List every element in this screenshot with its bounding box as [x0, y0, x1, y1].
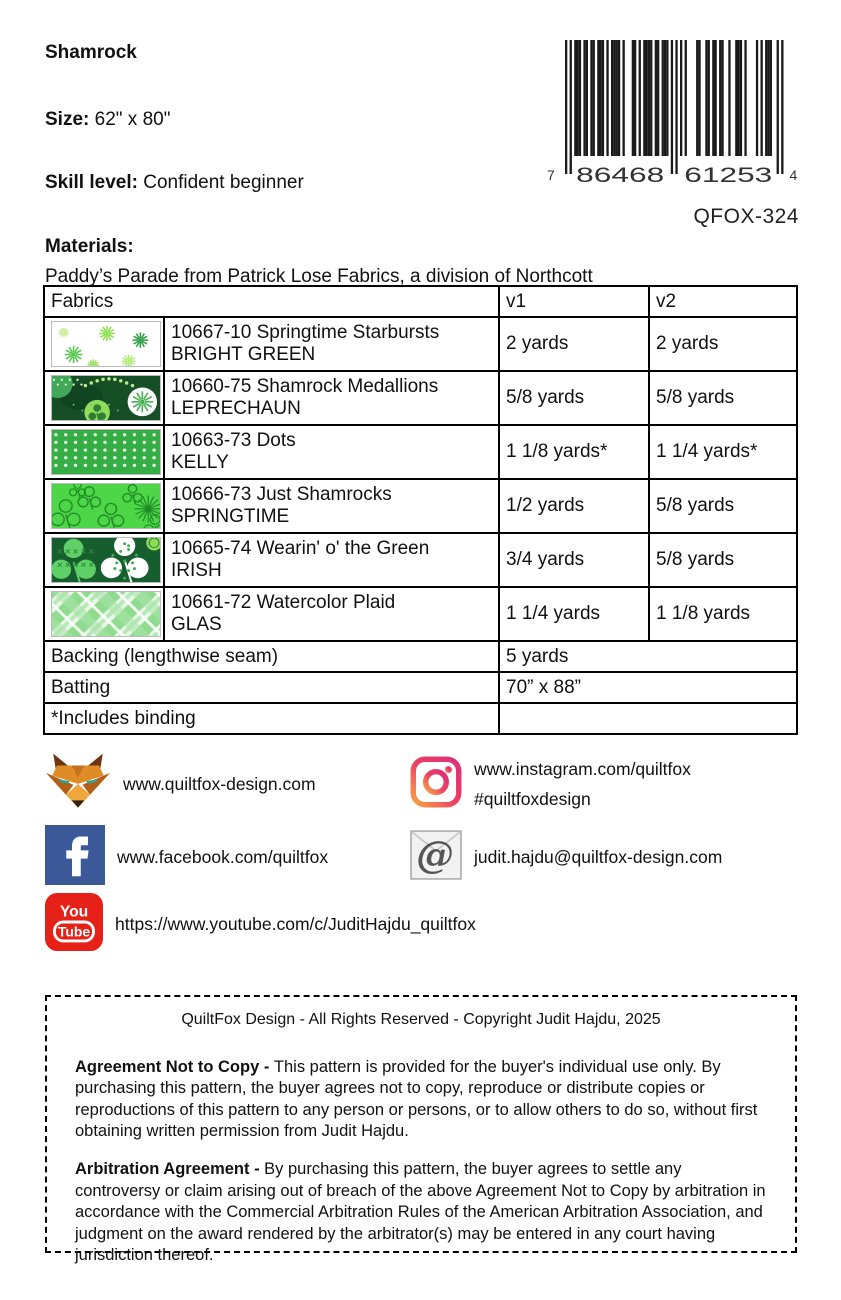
fabric-colorway: SPRINGTIME	[171, 506, 290, 527]
fabric-row	[44, 533, 797, 587]
fabric-swatch-watercolor-plaid	[51, 591, 161, 637]
fabric-swatch-wearin-o-the-green	[51, 537, 161, 583]
arbitration-body: By purchasing this pattern, the buyer agrees to settle any controversy or claim arising out of breach of the above Agreement Not to Copy by arbitration in accordance with the Commercial Arbitration Rules of the American Arbitration Association, and judgment on the award rendered by the arbitrator(s) may be entered in any court having jurisdiction thereof.	[75, 1160, 766, 1264]
email-address[interactable]: judit.hajdu@quiltfox-design.com	[474, 846, 723, 867]
skill-label: Skill level:	[45, 171, 138, 193]
fabric-v2-yardage: 5/8 yards	[649, 371, 797, 425]
fabric-code-name: 10666-73 Just Shamrocks	[171, 484, 392, 506]
fabric-swatch-shamrock-medallions	[51, 375, 161, 421]
fabric-swatch-springtime-starbursts	[51, 321, 161, 367]
fabric-colorway: GLAS	[171, 614, 222, 635]
svg-text:61253: 61253	[683, 164, 772, 187]
table-footer-row	[44, 672, 797, 703]
fabric-row	[44, 371, 797, 425]
column-header-fabrics: Fabrics	[44, 286, 499, 317]
email-link-row	[410, 830, 722, 885]
youtube-url[interactable]: https://www.youtube.com/c/JuditHajdu_quiltfox	[115, 913, 476, 934]
youtube-link-row	[45, 893, 476, 956]
fabric-v2-yardage: 5/8 yards	[649, 479, 797, 533]
fabric-v1-yardage: 1/2 yards	[499, 479, 649, 533]
fabric-v1-yardage: 3/4 yards	[499, 533, 649, 587]
fabric-code-name: 10660-75 Shamrock Medallions	[171, 376, 439, 398]
fabric-v1-yardage: 1 1/4 yards	[499, 587, 649, 641]
arbitration-agreement	[75, 1159, 767, 1266]
fabric-v1-yardage: 5/8 yards	[499, 371, 649, 425]
fabric-swatch-dots	[51, 429, 161, 475]
pattern-title: Shamrock	[45, 42, 137, 63]
barcode-block	[545, 40, 800, 229]
fabric-v2-yardage: 5/8 yards	[649, 533, 797, 587]
fabric-v2-yardage: 1 1/4 yards*	[649, 425, 797, 479]
fabric-code-name: 10665-74 Wearin' o' the Green	[171, 538, 430, 560]
size-label: Size:	[45, 108, 90, 130]
skill-value: Confident beginner	[143, 171, 304, 193]
column-header-v2: v2	[649, 286, 797, 317]
fabric-code-name: 10667-10 Springtime Starbursts	[171, 322, 440, 344]
agreement-body: This pattern is provided for the buyer's individual use only. By purchasing this pattern, the buyer agrees not to copy, reproduce or distribute copies or reproductions of this pattern to any person or persons, or to allow others to do so, without first obtaining written permission from Judit Hajdu.	[75, 1058, 758, 1141]
fabric-v1-yardage: 1 1/8 yards*	[499, 425, 649, 479]
column-header-v1: v1	[499, 286, 649, 317]
facebook-url[interactable]: www.facebook.com/quiltfox	[117, 846, 329, 867]
fabric-code-name: 10663-73 Dots	[171, 430, 296, 452]
svg-text:Tube: Tube	[57, 923, 91, 939]
table-footer-row	[44, 703, 797, 734]
fabric-row	[44, 479, 797, 533]
footer-value	[499, 703, 797, 734]
footer-value: 5 yards	[499, 641, 797, 672]
instagram-link-row	[410, 756, 691, 813]
header-section	[0, 0, 841, 288]
facebook-icon	[45, 825, 105, 890]
youtube-icon	[45, 893, 103, 956]
contact-links-section	[45, 749, 800, 955]
fabric-code-name: 10661-72 Watercolor Plaid	[171, 592, 396, 614]
fabric-colorway: BRIGHT GREEN	[171, 344, 316, 365]
fabric-colorway: KELLY	[171, 452, 229, 473]
svg-text:You: You	[59, 902, 89, 920]
fabric-colorway: IRISH	[171, 560, 222, 581]
agreement-title: Agreement Not to Copy -	[75, 1058, 274, 1076]
fabric-v1-yardage: 2 yards	[499, 317, 649, 371]
website-link-row	[45, 751, 410, 818]
fabric-v2-yardage: 1 1/8 yards	[649, 587, 797, 641]
size-value: 62" x 80"	[94, 108, 171, 130]
materials-heading: Materials:	[45, 236, 134, 258]
materials-description: Paddy’s Parade from Patrick Lose Fabrics, a division of Northcott	[45, 266, 593, 288]
instagram-hashtag: #quiltfoxdesign	[474, 788, 591, 809]
instagram-icon	[410, 756, 462, 813]
fabric-row	[44, 587, 797, 641]
fabric-row	[44, 425, 797, 479]
quiltfox-logo	[45, 751, 111, 818]
product-code: QFOX-324	[693, 205, 799, 228]
table-header-row	[44, 286, 797, 317]
upc-barcode	[545, 40, 800, 197]
agreement-not-to-copy	[75, 1057, 767, 1143]
fabric-v2-yardage: 2 yards	[649, 317, 797, 371]
svg-text:7: 7	[546, 167, 555, 183]
fabric-swatch-just-shamrocks	[51, 483, 161, 529]
fabric-colorway: LEPRECHAUN	[171, 398, 301, 419]
website-url[interactable]: www.quiltfox-design.com	[123, 773, 316, 794]
footer-label: *Includes binding	[44, 703, 499, 734]
facebook-link-row	[45, 825, 410, 890]
footer-label: Backing (lengthwise seam)	[44, 641, 499, 672]
footer-value: 70” x 88”	[499, 672, 797, 703]
fabric-requirements-table	[43, 285, 798, 735]
svg-text:86468: 86468	[575, 164, 664, 187]
email-at-icon	[410, 830, 462, 885]
instagram-url[interactable]: www.instagram.com/quiltfox	[474, 758, 691, 779]
svg-text:@: @	[416, 831, 454, 876]
legal-notice-box	[45, 995, 797, 1264]
footer-label: Batting	[44, 672, 499, 703]
arbitration-title: Arbitration Agreement -	[75, 1160, 265, 1179]
fabric-row	[44, 317, 797, 371]
table-footer-row	[44, 641, 797, 672]
copyright-line: QuiltFox Design - All Rights Reserved - Copyright Judit Hajdu, 2025	[181, 1011, 661, 1028]
instagram-text	[474, 759, 691, 810]
svg-text:4: 4	[789, 167, 797, 183]
